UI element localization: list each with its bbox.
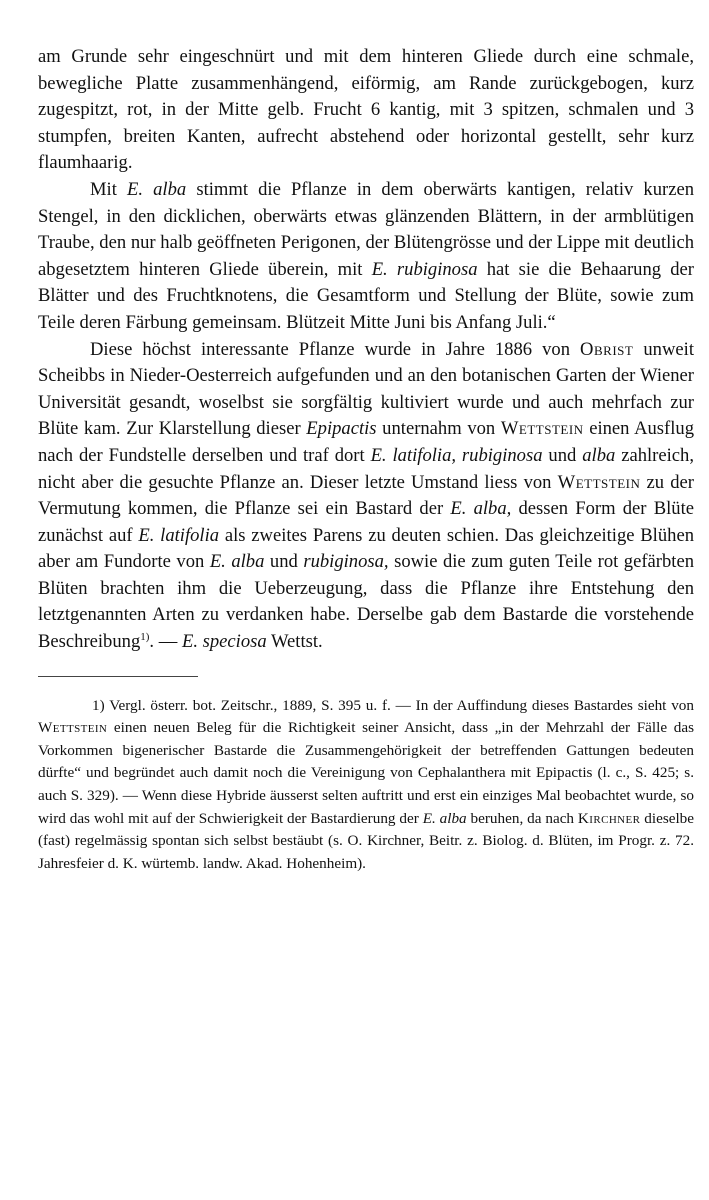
text-run: dieselbe (fast) regelmässig spontan sich selbst bestäubt (s. O. Kirchner, Beitr. z. Biolog. d. Blüten, im Progr. z. 72. Jahresfeier d. K. würtemb. landw. Akad. Hohenheim). <box>38 809 695 872</box>
text-run: 1) Vergl. österr. bot. Zeitschr., 1889, S. 395 u. f. — In der Auffindung dieses Bastardes sieht von <box>92 696 694 714</box>
paragraph-1-text: am Grunde sehr eingeschnürt und mit dem hinteren Gliede durch eine schmale, bewegliche Platte zusammenhängend, eiförmig, am Rande zurückgebogen, kurz zugespitzt, rot, in der Mitte gelb. Frucht 6 kantig, mit 3 spitzen, schmalen und 3 stumpfen, breiten Kanten, aufrecht abstehend oder horizontal gestellt, sehr kurz flaumhaarig. <box>38 46 694 174</box>
species-name: E. alba <box>127 178 187 200</box>
text-run: Mit <box>90 178 127 200</box>
text-run: beruhen, da nach <box>466 809 578 827</box>
text-run: unternahm von <box>376 418 501 440</box>
footnote-divider <box>38 676 198 677</box>
text-run: zu der Vermutung kommen, die Pflanze sei ein Bastard der <box>38 471 694 520</box>
text-run: unweit Scheibbs in Nieder-Oesterreich aufgefunden und an den botanischen Garten der Wiener Universität gesandt, woselbst sie sorgfältig kultiviert wurde und auch mehrfach zur Blüte kam. Zur Klarstellung dieser <box>38 338 694 440</box>
species-name: E. rubiginosa <box>371 258 478 280</box>
species-name: E. alba <box>422 809 467 827</box>
genus-name: Epipactis <box>306 418 377 440</box>
text-run: zahlreich, nicht aber die gesuchte Pflanze an. Dieser letzte Umstand liess von <box>38 444 694 493</box>
text-run: . — <box>149 631 182 653</box>
species-name: E. latifolia, rubiginosa <box>370 444 543 466</box>
species-name: E. alba, <box>450 498 512 520</box>
footnote-1 <box>38 695 694 876</box>
text-run: stimmt die Pflanze in dem oberwärts kantigen, relativ kurzen Stengel, in den dicklichen, oberwärts etwas glänzenden Blättern, in der armblütigen Traube, den nur halb geöffneten Perigonen, der Blütengrösse und der Lippe mit deutlich abgesetztem hinteren Gliede überein, mit <box>38 178 695 280</box>
person-name: Wettstein <box>500 418 584 440</box>
person-name: Kirchner <box>577 809 641 827</box>
text-run: Wettst. <box>266 631 323 653</box>
person-name: Wettstein <box>557 471 641 493</box>
text-run: und <box>542 444 583 466</box>
text-run: hat sie die Behaarung der Blätter und des Fruchtknotens, die Gesamtform und Stellung der Blüte, sowie zum Teile deren Färbung gemeinsam. Blützeit Mitte Juni bis Anfang Juli.“ <box>38 258 695 333</box>
paragraph-1 <box>38 44 694 177</box>
species-name: E. latifolia <box>138 524 220 546</box>
species-name: E. speciosa <box>181 631 267 653</box>
species-name: E. alba <box>209 551 265 573</box>
person-name: Obrist <box>580 338 634 360</box>
main-text <box>38 44 694 656</box>
species-name: rubiginosa, <box>303 551 389 573</box>
text-run: Diese höchst interessante Pflanze wurde in Jahre 1886 von <box>90 338 581 360</box>
paragraph-2 <box>38 177 694 337</box>
person-name: Wettstein <box>38 719 108 737</box>
text-run: sowie die zum guten Teile rot gefärbten Blüten brachten ihm die Ueberzeugung, dass die Pflanze ihre Entstehung den letztgenannten Arten zu verdanken habe. Derselbe gab dem Bastarde die vorstehende Beschreibung <box>38 551 695 653</box>
text-run: als zweites Parens zu deuten schien. Das gleichzeitige Blühen aber am Fundorte von <box>38 524 694 573</box>
species-name: alba <box>582 444 616 466</box>
text-run: und <box>264 551 304 573</box>
text-run: einen Ausflug nach der Fundstelle derselben und traf dort <box>38 418 694 466</box>
footnote <box>38 695 694 876</box>
paragraph-3 <box>38 337 694 656</box>
document-page <box>38 44 694 875</box>
text-run: dessen Form der Blüte zunächst auf <box>38 498 694 546</box>
footnote-reference: 1) <box>140 631 150 644</box>
text-run: einen neuen Beleg für die Richtigkeit seiner Ansicht, dass „in der Mehrzahl der Fälle das Vorkommen bigenerischer Bastarde die Zusammengehörigkeit der betreffenden Gattungen bedeuten dürfte“ und begründet auch damit noch die Vereinigung von Cephalanthera mit Epipactis (l. c., S. 425; s. auch S. 329). — Wenn diese Hybride äusserst selten auftritt und erst ein einziges Mal beobachtet wurde, so wird das wohl mit auf der Schwierigkeit der Bastardierung der <box>38 719 694 827</box>
